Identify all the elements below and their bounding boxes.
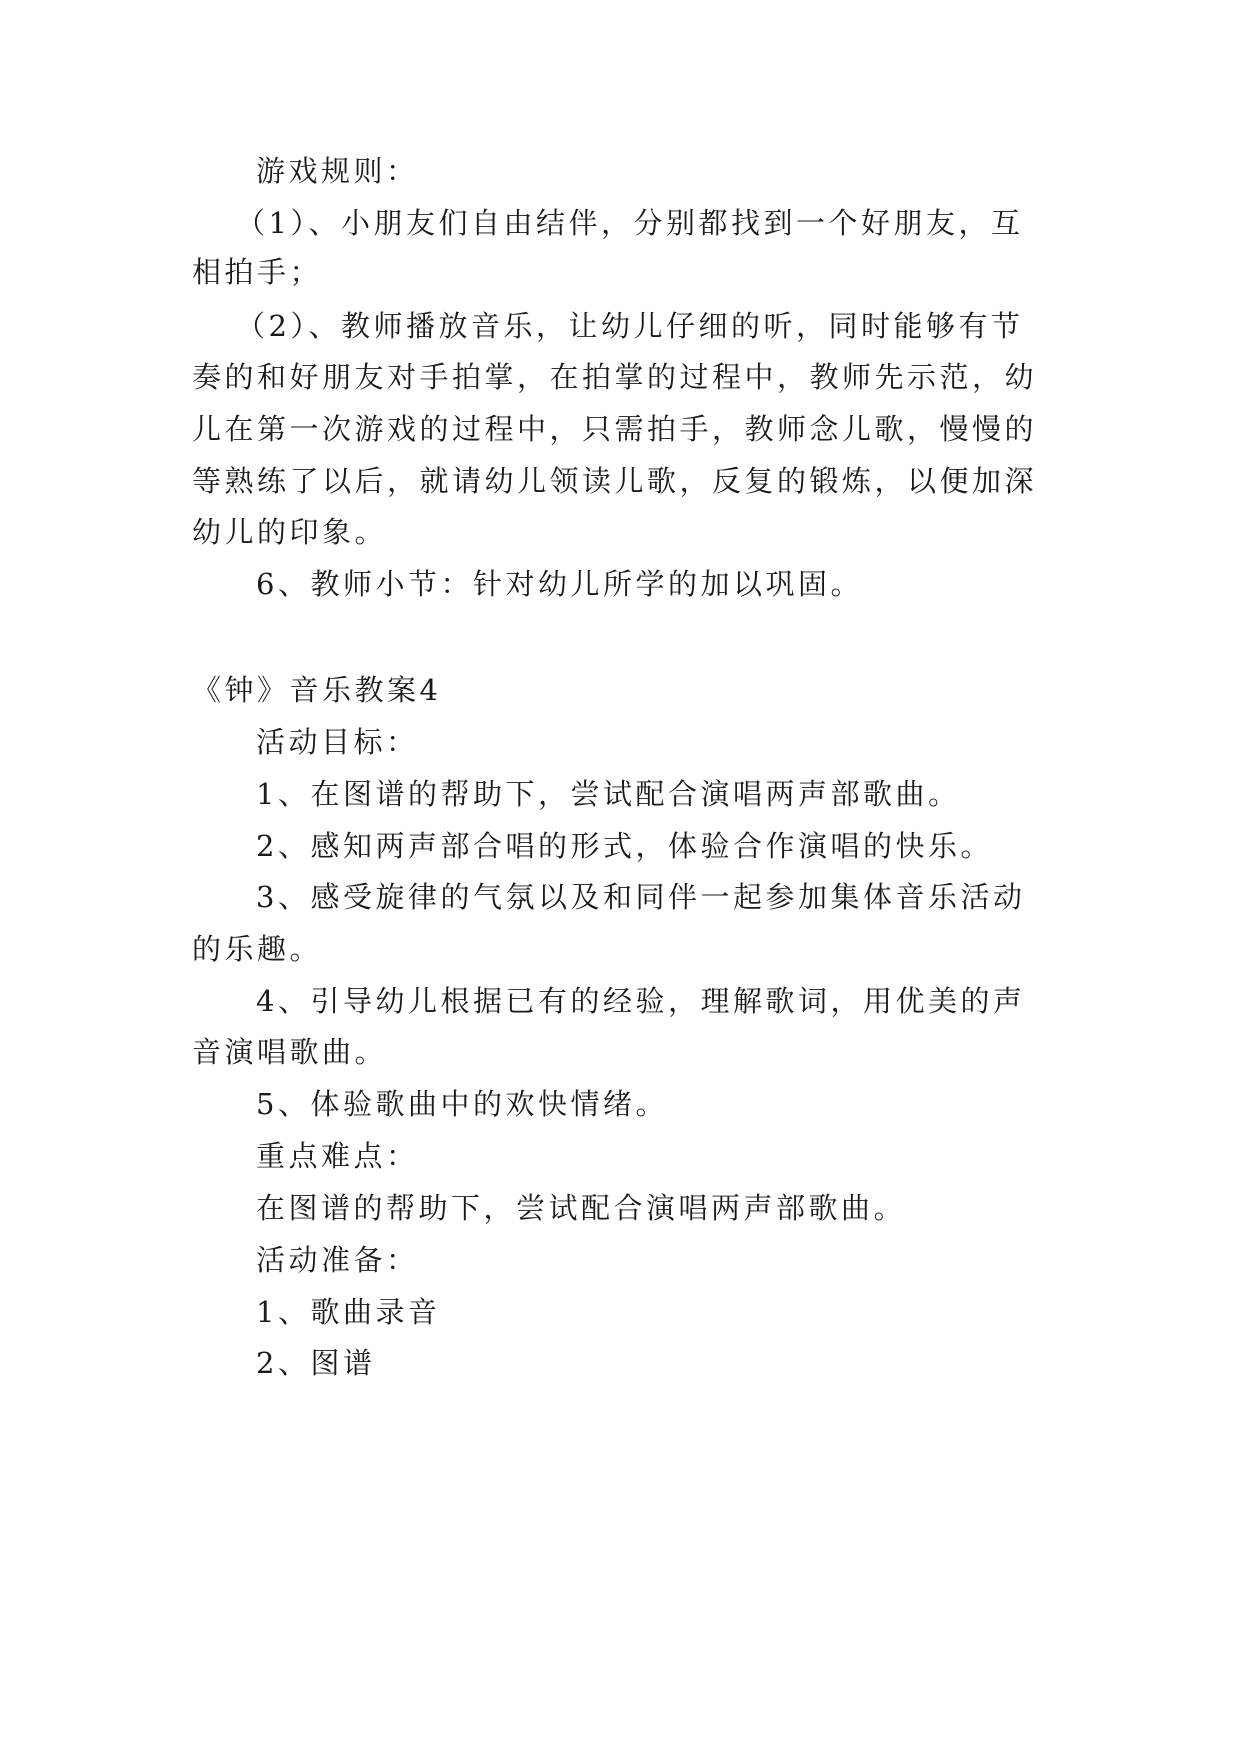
- rule2-line2: 奏的和好朋友对手拍掌，在拍掌的过程中，教师先示范，幼: [192, 360, 1038, 394]
- lesson-title: 《钟》音乐教案4: [192, 673, 442, 707]
- goals-heading: 活动目标：: [256, 725, 419, 759]
- goal-4-line2: 音演唱歌曲。: [192, 1035, 388, 1069]
- rule1-line2: 相拍手；: [192, 255, 323, 289]
- key-points-text: 在图谱的帮助下，尝试配合演唱两声部歌曲。: [256, 1191, 907, 1225]
- step6-summary: 6、教师小节：针对幼儿所学的加以巩固。: [256, 567, 863, 601]
- goal-5: 5、体验歌曲中的欢快情绪。: [256, 1087, 668, 1121]
- rules-heading: 游戏规则：: [256, 154, 419, 188]
- goal-3-line2: 的乐趣。: [192, 932, 323, 966]
- preparation-item-2: 2、图谱: [256, 1346, 376, 1380]
- rule1-line1: （1）、小朋友们自由结伴，分别都找到一个好朋友，互: [236, 206, 1024, 240]
- preparation-item-1: 1、歌曲录音: [256, 1295, 441, 1329]
- rule2-line5: 幼儿的印象。: [192, 515, 388, 549]
- goal-2: 2、感知两声部合唱的形式，体验合作演唱的快乐。: [256, 829, 993, 863]
- rule2-line1: （2）、教师播放音乐，让幼儿仔细的听，同时能够有节: [236, 309, 1024, 343]
- goal-1: 1、在图谱的帮助下，尝试配合演唱两声部歌曲。: [256, 777, 961, 811]
- rule2-line3: 儿在第一次游戏的过程中，只需拍手，教师念儿歌，慢慢的: [192, 412, 1038, 446]
- goal-4-line1: 4、引导幼儿根据已有的经验，理解歌词，用优美的声: [256, 984, 1026, 1018]
- key-points-heading: 重点难点：: [256, 1139, 419, 1173]
- rule2-line4: 等熟练了以后，就请幼儿领读儿歌，反复的锻炼，以便加深: [192, 464, 1038, 498]
- preparation-heading: 活动准备：: [256, 1243, 419, 1277]
- goal-3-line1: 3、感受旋律的气氛以及和同伴一起参加集体音乐活动: [256, 880, 1026, 914]
